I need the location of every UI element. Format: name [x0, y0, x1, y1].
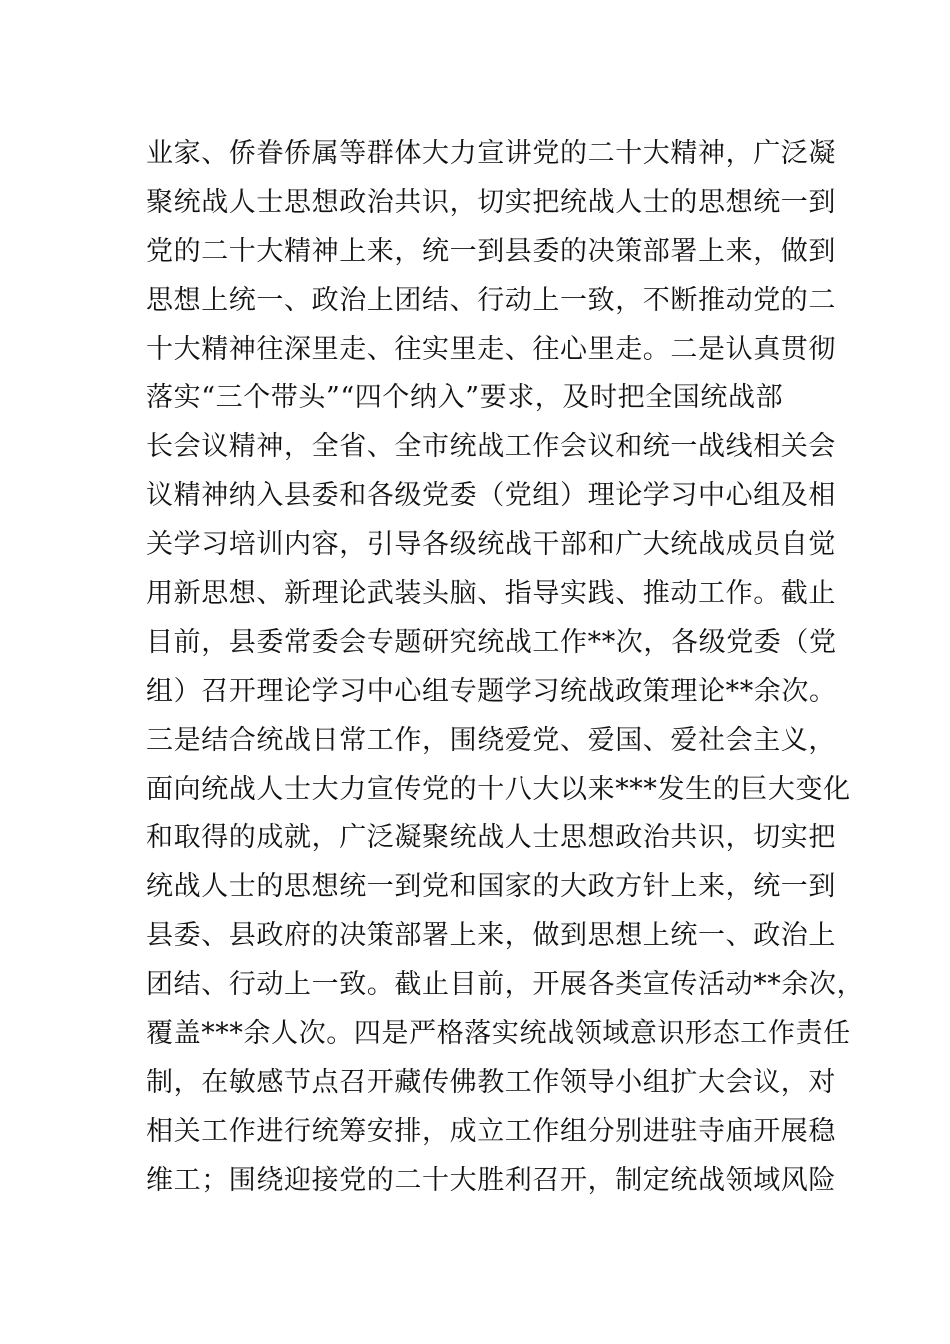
text-line: 落实“三个带头”“四个纳入”要求，及时把全国统战部	[146, 382, 784, 414]
body-text	[146, 130, 865, 1206]
text-line: 统战人士的思想统一到党和国家的大政方针上来，统一到	[146, 871, 836, 903]
text-line: 关学习培训内容，引导各级统战干部和广大统战成员自觉	[146, 529, 836, 561]
text-line: 三是结合统战日常工作，围绕爱党、爱国、爱社会主义，	[146, 724, 836, 756]
text-line: 聚统战人士思想政治共识，切实把统战人士的思想统一到	[146, 186, 836, 218]
text-line: 十大精神往深里走、往实里走、往心里走。二是认真贯彻	[146, 333, 836, 365]
text-line: 议精神纳入县委和各级党委（党组）理论学习中心组及相	[146, 480, 836, 512]
text-line: 用新思想、新理论武装头脑、指导实践、推动工作。截止	[146, 578, 836, 610]
text-line: 相关工作进行统筹安排，成立工作组分别进驻寺庙开展稳	[146, 1115, 836, 1147]
text-line: 制，在敏感节点召开藏传佛教工作领导小组扩大会议，对	[146, 1066, 836, 1098]
text-line: 长会议精神，全省、全市统战工作会议和统一战线相关会	[146, 431, 836, 463]
text-line: 覆盖***余人次。四是严格落实统战领域意识形态工作责任	[146, 1018, 851, 1050]
text-line: 团结、行动上一致。截止目前，开展各类宣传活动**余次，	[146, 969, 865, 1001]
text-line: 面向统战人士大力宣传党的十八大以来***发生的巨大变化	[146, 773, 851, 805]
text-line: 和取得的成就，广泛凝聚统战人士思想政治共识，切实把	[146, 822, 836, 854]
text-line: 思想上统一、政治上团结、行动上一致，不断推动党的二	[146, 284, 836, 316]
text-line: 组）召开理论学习中心组专题学习统战政策理论**余次。	[146, 675, 837, 707]
text-line: 党的二十大精神上来，统一到县委的决策部署上来，做到	[146, 235, 836, 267]
text-line: 目前，县委常委会专题研究统战工作**次，各级党委（党	[146, 626, 837, 658]
text-line: 维工；围绕迎接党的二十大胜利召开，制定统战领域风险	[146, 1164, 836, 1196]
text-line: 业家、侨眷侨属等群体大力宣讲党的二十大精神，广泛凝	[146, 138, 836, 169]
text-line: 县委、县政府的决策部署上来，做到思想上统一、政治上	[146, 920, 836, 952]
